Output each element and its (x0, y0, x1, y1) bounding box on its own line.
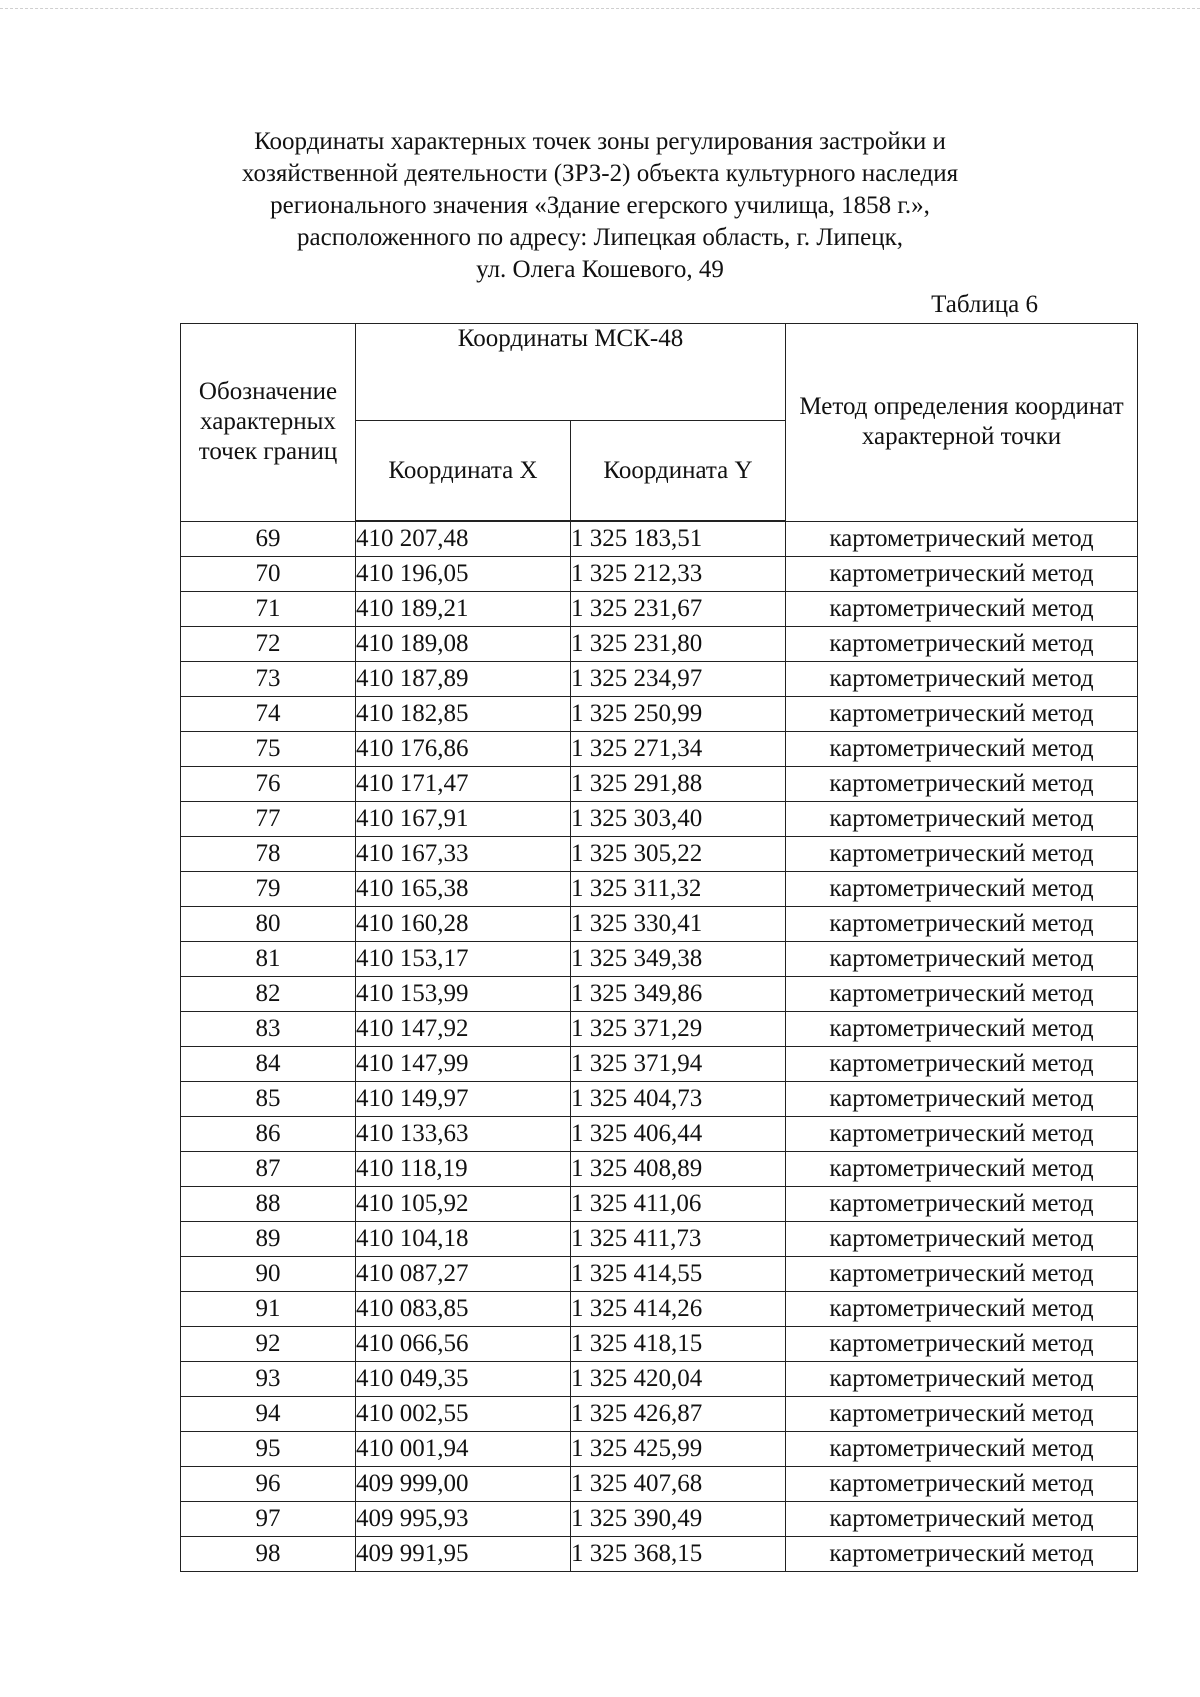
coordinate-x-cell: 410 149,97 (356, 1082, 571, 1117)
table-row (181, 1082, 1138, 1117)
coordinate-x-cell: 410 176,86 (356, 732, 571, 767)
table-row (181, 1047, 1138, 1082)
method-cell: картометрический метод (786, 1397, 1138, 1432)
method-cell: картометрический метод (786, 1047, 1138, 1082)
point-id-cell: 94 (181, 1397, 356, 1432)
method-cell: картометрический метод (786, 977, 1138, 1012)
title-line: регионального значения «Здание егерского училища, 1858 г.», (270, 192, 930, 219)
point-id-cell: 89 (181, 1222, 356, 1257)
table-row (181, 1152, 1138, 1187)
coordinate-y-cell: 1 325 183,51 (571, 521, 786, 557)
method-cell: картометрический метод (786, 907, 1138, 942)
header-point-designation: Обозначение характерных точек границ (181, 324, 356, 522)
table-row (181, 1117, 1138, 1152)
point-id-cell: 78 (181, 837, 356, 872)
header-coordinates-system: Координаты МСК-48 (356, 324, 786, 421)
table-row (181, 1222, 1138, 1257)
table-row (181, 592, 1138, 627)
method-cell: картометрический метод (786, 1222, 1138, 1257)
method-cell: картометрический метод (786, 557, 1138, 592)
coordinate-x-cell: 410 189,21 (356, 592, 571, 627)
coordinate-y-cell: 1 325 420,04 (571, 1362, 786, 1397)
coordinate-y-cell: 1 325 234,97 (571, 662, 786, 697)
coordinate-x-cell: 410 171,47 (356, 767, 571, 802)
method-cell: картометрический метод (786, 1152, 1138, 1187)
document-title (160, 126, 1040, 286)
method-cell: картометрический метод (786, 837, 1138, 872)
table-row (181, 662, 1138, 697)
table-row (181, 1187, 1138, 1222)
method-cell: картометрический метод (786, 1362, 1138, 1397)
table-row (181, 1397, 1138, 1432)
title-line: ул. Олега Кошевого, 49 (476, 256, 724, 283)
point-id-cell: 73 (181, 662, 356, 697)
header-coordinate-x: Координата X (356, 421, 571, 522)
coordinate-x-cell: 410 207,48 (356, 521, 571, 557)
table-row (181, 907, 1138, 942)
point-id-cell: 91 (181, 1292, 356, 1327)
method-cell: картометрический метод (786, 802, 1138, 837)
method-cell: картометрический метод (786, 1432, 1138, 1467)
coordinate-y-cell: 1 325 407,68 (571, 1467, 786, 1502)
coordinate-y-cell: 1 325 408,89 (571, 1152, 786, 1187)
table-row (181, 942, 1138, 977)
coordinate-y-cell: 1 325 303,40 (571, 802, 786, 837)
method-cell: картометрический метод (786, 627, 1138, 662)
point-id-cell: 86 (181, 1117, 356, 1152)
table-row (181, 1432, 1138, 1467)
coordinate-y-cell: 1 325 414,55 (571, 1257, 786, 1292)
coordinate-y-cell: 1 325 414,26 (571, 1292, 786, 1327)
title-line: Координаты характерных точек зоны регулирования застройки и (254, 128, 946, 155)
coordinate-y-cell: 1 325 411,73 (571, 1222, 786, 1257)
coordinate-x-cell: 410 002,55 (356, 1397, 571, 1432)
coordinate-x-cell: 410 001,94 (356, 1432, 571, 1467)
table-row (181, 1537, 1138, 1572)
coordinate-y-cell: 1 325 311,32 (571, 872, 786, 907)
point-id-cell: 90 (181, 1257, 356, 1292)
point-id-cell: 82 (181, 977, 356, 1012)
table-row (181, 1012, 1138, 1047)
point-id-cell: 83 (181, 1012, 356, 1047)
coordinate-x-cell: 410 189,08 (356, 627, 571, 662)
title-line: хозяйственной деятельности (ЗРЗ-2) объекта культурного наследия (241, 160, 959, 187)
coordinate-x-cell: 410 133,63 (356, 1117, 571, 1152)
table-header (181, 324, 1138, 522)
coordinate-x-cell: 410 104,18 (356, 1222, 571, 1257)
coordinate-x-cell: 410 182,85 (356, 697, 571, 732)
coordinates-table (180, 323, 1138, 1572)
coordinate-y-cell: 1 325 368,15 (571, 1537, 786, 1572)
point-id-cell: 69 (181, 521, 356, 557)
point-id-cell: 84 (181, 1047, 356, 1082)
coordinate-y-cell: 1 325 426,87 (571, 1397, 786, 1432)
point-id-cell: 92 (181, 1327, 356, 1362)
coordinate-x-cell: 410 165,38 (356, 872, 571, 907)
point-id-cell: 87 (181, 1152, 356, 1187)
point-id-cell: 74 (181, 697, 356, 732)
method-cell: картометрический метод (786, 767, 1138, 802)
coordinate-y-cell: 1 325 305,22 (571, 837, 786, 872)
header-coordinate-y: Координата Y (571, 421, 786, 522)
coordinate-y-cell: 1 325 371,94 (571, 1047, 786, 1082)
coordinate-x-cell: 410 066,56 (356, 1327, 571, 1362)
coordinate-y-cell: 1 325 390,49 (571, 1502, 786, 1537)
table-row (181, 1467, 1138, 1502)
scan-edge-line (0, 8, 1200, 9)
method-cell: картометрический метод (786, 1327, 1138, 1362)
coordinate-x-cell: 410 167,33 (356, 837, 571, 872)
coordinate-x-cell: 410 147,92 (356, 1012, 571, 1047)
point-id-cell: 77 (181, 802, 356, 837)
coordinate-y-cell: 1 325 349,86 (571, 977, 786, 1012)
point-id-cell: 93 (181, 1362, 356, 1397)
point-id-cell: 88 (181, 1187, 356, 1222)
table-row (181, 1257, 1138, 1292)
method-cell: картометрический метод (786, 1537, 1138, 1572)
coordinate-y-cell: 1 325 250,99 (571, 697, 786, 732)
coordinate-x-cell: 410 087,27 (356, 1257, 571, 1292)
coordinate-y-cell: 1 325 425,99 (571, 1432, 786, 1467)
coordinate-x-cell: 410 118,19 (356, 1152, 571, 1187)
method-cell: картометрический метод (786, 732, 1138, 767)
method-cell: картометрический метод (786, 697, 1138, 732)
table-row (181, 1327, 1138, 1362)
header-determination-method: Метод определения координат характерной точки (786, 324, 1138, 522)
method-cell: картометрический метод (786, 1257, 1138, 1292)
point-id-cell: 76 (181, 767, 356, 802)
point-id-cell: 81 (181, 942, 356, 977)
method-cell: картометрический метод (786, 662, 1138, 697)
method-cell: картометрический метод (786, 1187, 1138, 1222)
table-row (181, 872, 1138, 907)
method-cell: картометрический метод (786, 592, 1138, 627)
coordinate-x-cell: 410 049,35 (356, 1362, 571, 1397)
coordinate-x-cell: 410 105,92 (356, 1187, 571, 1222)
coordinate-x-cell: 410 187,89 (356, 662, 571, 697)
table-row (181, 1292, 1138, 1327)
coordinate-y-cell: 1 325 212,33 (571, 557, 786, 592)
method-cell: картометрический метод (786, 872, 1138, 907)
table-body (181, 521, 1138, 1572)
method-cell: картометрический метод (786, 1012, 1138, 1047)
table-row (181, 837, 1138, 872)
coordinate-y-cell: 1 325 404,73 (571, 1082, 786, 1117)
method-cell: картометрический метод (786, 942, 1138, 977)
point-id-cell: 85 (181, 1082, 356, 1117)
table-row (181, 627, 1138, 662)
table-row (181, 977, 1138, 1012)
point-id-cell: 80 (181, 907, 356, 942)
coordinate-x-cell: 410 167,91 (356, 802, 571, 837)
table-row (181, 1502, 1138, 1537)
coordinate-x-cell: 410 153,99 (356, 977, 571, 1012)
point-id-cell: 97 (181, 1502, 356, 1537)
table-row (181, 557, 1138, 592)
method-cell: картометрический метод (786, 1082, 1138, 1117)
point-id-cell: 95 (181, 1432, 356, 1467)
point-id-cell: 71 (181, 592, 356, 627)
method-cell: картометрический метод (786, 1467, 1138, 1502)
coordinate-x-cell: 410 153,17 (356, 942, 571, 977)
point-id-cell: 70 (181, 557, 356, 592)
table-row (181, 697, 1138, 732)
coordinate-y-cell: 1 325 411,06 (571, 1187, 786, 1222)
method-cell: картометрический метод (786, 521, 1138, 557)
coordinate-y-cell: 1 325 349,38 (571, 942, 786, 977)
method-cell: картометрический метод (786, 1117, 1138, 1152)
coordinate-x-cell: 409 991,95 (356, 1537, 571, 1572)
coordinate-y-cell: 1 325 406,44 (571, 1117, 786, 1152)
coordinate-x-cell: 410 196,05 (356, 557, 571, 592)
table-row (181, 802, 1138, 837)
point-id-cell: 72 (181, 627, 356, 662)
table-row (181, 1362, 1138, 1397)
point-id-cell: 75 (181, 732, 356, 767)
coordinate-x-cell: 409 995,93 (356, 1502, 571, 1537)
point-id-cell: 79 (181, 872, 356, 907)
coordinate-x-cell: 410 147,99 (356, 1047, 571, 1082)
coordinate-x-cell: 409 999,00 (356, 1467, 571, 1502)
method-cell: картометрический метод (786, 1292, 1138, 1327)
point-id-cell: 98 (181, 1537, 356, 1572)
coordinate-y-cell: 1 325 231,80 (571, 627, 786, 662)
coordinate-y-cell: 1 325 271,34 (571, 732, 786, 767)
table-number-label: Таблица 6 (931, 291, 1038, 318)
coordinate-y-cell: 1 325 291,88 (571, 767, 786, 802)
coordinate-y-cell: 1 325 330,41 (571, 907, 786, 942)
method-cell: картометрический метод (786, 1502, 1138, 1537)
table-row (181, 521, 1138, 557)
coordinate-x-cell: 410 160,28 (356, 907, 571, 942)
coordinate-y-cell: 1 325 231,67 (571, 592, 786, 627)
coordinate-x-cell: 410 083,85 (356, 1292, 571, 1327)
point-id-cell: 96 (181, 1467, 356, 1502)
table-row (181, 732, 1138, 767)
table-row (181, 767, 1138, 802)
coordinate-y-cell: 1 325 371,29 (571, 1012, 786, 1047)
title-line: расположенного по адресу: Липецкая область, г. Липецк, (297, 224, 903, 251)
coordinate-y-cell: 1 325 418,15 (571, 1327, 786, 1362)
